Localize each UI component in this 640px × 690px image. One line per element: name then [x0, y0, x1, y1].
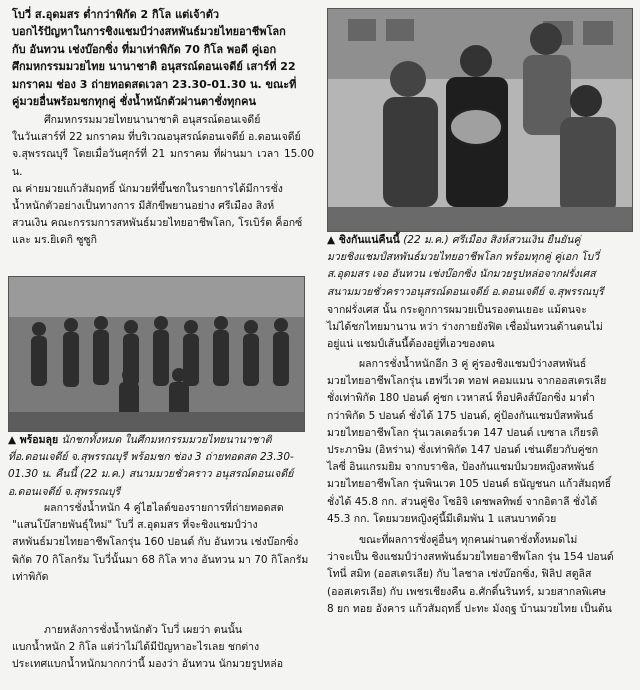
article-paragraph-3: ภายหลังการชั่งน้ำหนักตัว โบวี่ เผยว่า ตนนั้น แบกน้ำหนัก 2 กิโล แต่ว่าไม่ได้มีปัญหาอะไรเลย ชกต่าง ประเทศแบกน้ำหนักมากกว่านี้ มองว่า อันทวน นักมวยรูปหล่อ: [12, 624, 284, 671]
article-paragraph-6: ขณะที่ผลการชั่งคู่อื่นๆ ทุกคนผ่านตาชั่งทั้งหมดไม่ ว่าจะเป็น ชิงแชมป์ว่างสหพันธ์มวยไทยอาชีพโลก รุ่น 154 ปอนด์ โทนี่ สมิท (ออสเตรเลีย) กับ ไลชาล เช่งบ๊อกซิ่ง, ฟิลิป สตูลิส (ออสเตรเลีย) กับ เพชรเชียงคืน อ.ศักดิ์นรินทร์, มวยสากลพิเศษ 8 ยก ทอย อังคาร แก้วสัมฤทธิ์ ปะทะ มังฤฐ บ้านมวยไทย เป็นต้น: [327, 534, 614, 615]
photo1-caption: [327, 232, 631, 301]
photo2-caption-body: นักชกทั้งหมด ในศึกมหกรรมมวยไทยนานาชาติ ที่อ.ดอนเจดีย์ จ.สุพรรณบุรี พร้อมชก ช่อง 3 ถ่ายทอดสด 23.30- 01.30 น. คืนนี้ (22 ม.ค.) สนามมวยชั่วคราว อนุสรณ์ดอนเจดีย์ อ.ดอนเจดีย์ จ.สุพรรณบุรี: [8, 434, 294, 498]
photo2-caption: [8, 432, 310, 501]
photo1-caption-body: (22 ม.ค.) ศรีเมือง สิงห์สวนเงิน ยืนยันคู่ มวยชิงแชมป์สหพันธ์มวยไทยอาชีพโลก พร้อมทุกคู่ คู่เอก โบวี่ ส.อุดมสร เจอ อันทวน เช่งบ๊อกซิ่ง นักมวยรูปหล่อจากฝรั่งเศส สนามมวยชั่วคราวอนุสรณ์ดอนเจดีย์ อ.ดอนเจดีย์ จ.สุพรรณบุรี: [327, 234, 604, 298]
article-paragraph-2: ผลการชั่งน้ำหนัก 4 คู่ไฮไลต์ของรายการที่ถ่ายทอดสด "แสนโบ๊สายพันธุ์ใหม่" โบวี่ ส.อุดมสร ที่จะชิงแชมป์ว่าง สหพันธ์มวยไทยอาชีพโลกรุ่น 160 ปอนด์ กับ อันทวน เช่งบ๊อกซิ่ง พิกัด 70 กิโลกรัม โบวี่นั้นมา 68 กิโล ทาง อันทวน มา 70 กิโลกรัม เท่าพิกัด: [12, 502, 309, 583]
fighters-group-illustration: [9, 277, 304, 431]
article-lead: โบวี่ ส.อุดมสร ต่ำกว่าพิกัด 2 กิโล แต่เจ้าตัว บอกไร้ปัญหาในการชิงแชมป์ว่างสหพันธ์มวยไทยอาชีพโลก กับ อันทวน เช่งบ๊อกซิ่ง ที่มาเท่าพิกัด 70 กิโล พอดี คู่เอก ศึกมหกรรมมวยไทย นานาชาติ อนุสรณ์ดอนเจดีย์ เสาร์ที่ 22 มกราคม ช่อง 3 ถ่ายทอดสดเวลา 23.30-01.30 น. ขณะที่ คู่มวยอื่นพร้อมชกทุกคู่ ชั่งน้ำหนักตัวผ่านตาชั่งทุกคน: [12, 8, 297, 109]
fighters-group-photo: [8, 276, 305, 432]
weigh-in-illustration: [328, 9, 632, 231]
article-paragraph-1: ศึกมหกรรมมวยไทยนานาชาติ อนุสรณ์ดอนเจดีย์ ในวันเสาร์ที่ 22 มกราคม ที่บริเวณอนุสรณ์ดอนเจดีย์ อ.ดอนเจดีย์ จ.สุพรรณบุรี โดยเมื่อวันศุกร์ที่ 21 มกราคม ที่ผ่านมา เวลา 15.00 น. ณ ค่ายมวยแก้วสัมฤทธิ์ นักมวยที่ขึ้นชกในรายการได้มีการชั่ง น้ำหนักตัวอย่างเป็นทางการ มีสักขีพยานอย่าง ศรีเมือง สิงห์ สวนเงิน คณะกรรมการสหพันธ์มวยไทยอาชีพโลก, โรเบิร์ต ค็อกซ์ และ มร.ยิเดกิ ซูซูกิ: [12, 114, 314, 247]
weigh-in-photo: [327, 8, 633, 232]
article-paragraph-5: ผลการชั่งน้ำหนักอีก 3 คู่ คู่รองชิงแชมป์ว่างสหพันธ์ มวยไทยอาชีพโลกรุ่น เฮฟวี่เวต ทอฟ คอมแมน จากออสเตรเลีย ชั่งเท่าพิกัด 180 ปอนด์ คู่ชก เวหาสน์ ท็อปคิงส์บ๊อกซิ่ง มาต่ำ กว่าพิกัด 5 ปอนด์ ชั่งได้ 175 ปอนด์, คู่ป้องกันแชมป์สหพันธ์ มวยไทยอาชีพโลก รุ่นเวลเตอร์เวต 147 ปอนด์ เบซาล เกียรติ ประภาษิม (อิหร่าน) ชั่งเท่าพิกัด 147 ปอนด์ เช่นเดียวกับคู่ชก ไลซี่ อินแกรมยิม จากบราซิล, ป้องกันแชมป์มวยหญิงสหพันธ์ มวยไทยอาชีพโลก รุ่นพินเวต 105 ปอนด์ ธนัญชนก แก้วสัมฤทธิ์ ชั่งได้ 45.8 กก. ส่วนคู่ชิง โซอิจิ เดชพลทิพย์ จากอิตาลี ชั่งได้ 45.3 กก. โดยมวยหญิงคู่นี้มีเดิมพัน 1 แสนบาทด้วย: [327, 358, 612, 525]
article-paragraph-4: จากฝรั่งเศส นั้น กระดูกการผมวยเป็นรองตนเยอะ แม้ตนจะ ไม่ได้ชกไทยมานาน หว่า ร่างกายยังฟิต เชื่อมั่นทวนด้านตนไม่ อยู่แน่ แชมป์เส้นนี้ต้องอยู่ที่เอวของตน: [327, 304, 603, 351]
photo1-caption-head: ▲ ชิงกันแน่คืนนี้: [327, 234, 400, 246]
photo2-caption-head: ▲ พร้อมลุย: [8, 434, 59, 446]
